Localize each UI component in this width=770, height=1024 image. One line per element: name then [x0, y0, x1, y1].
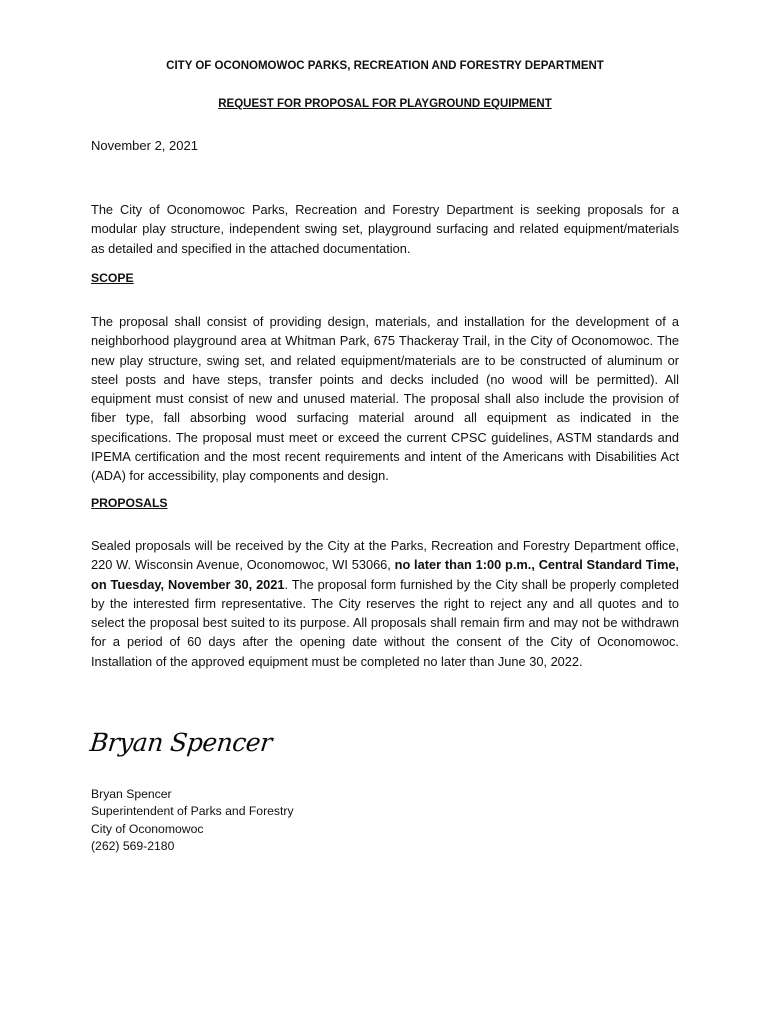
handwritten-signature: Bryan Spencer: [88, 728, 274, 757]
scope-heading: SCOPE: [91, 271, 134, 285]
signer-organization: City of Oconomowoc: [91, 821, 204, 836]
proposals-paragraph: [91, 536, 679, 671]
department-title: CITY OF OCONOMOWOC PARKS, RECREATION AND FORESTRY DEPARTMENT: [166, 60, 604, 72]
signer-name: Bryan Spencer: [91, 787, 172, 801]
proposals-text-after: . The proposal form furnished by the City shall be properly completed by the interested firm representative. The City reserves the right to reject any and all quotes and to select the proposal best suited to its purpose. All proposals shall remain firm and may not be withdrawn for a period of 60 days after the opening date without the consent of the City of Oconomowoc. Installation of the approved equipment must be completed no later than June 30, 2022.: [91, 576, 679, 669]
proposals-deadline: no later than 1:00 p.m., Central Standard Time, on Tuesday, November 30, 2021: [91, 557, 679, 592]
signature-block: [91, 786, 294, 855]
intro-paragraph: The City of Oconomowoc Parks, Recreation and Forestry Department is seeking proposals for a modular play structure, independent swing set, playground surfacing and related equipment/materials as detailed and specified in the attached documentation.: [91, 202, 679, 256]
scope-paragraph: The proposal shall consist of providing design, materials, and installation for the development of a neighborhood playground area at Whitman Park, 675 Thackeray Trail, in the City of Oconomowoc. The new play structure, swing set, and related equipment/materials are to be constructed of aluminum or steel posts and have steps, transfer points and decks included (no wood will be permitted). All equipment must consist of new and unused material. The proposal shall also include the provision of fiber type, fall absorbing wood surfacing material around all equipment as indicated in the specifications. The proposal must meet or exceed the current CPSC guidelines, ASTM standards and IPEMA certification and the most recent requirements and intent of the Americans with Disabilities Act (ADA) for accessibility, play components and design.: [91, 314, 679, 484]
rfp-title: REQUEST FOR PROPOSAL FOR PLAYGROUND EQUIPMENT: [218, 98, 552, 110]
signer-phone: (262) 569-2180: [91, 838, 175, 853]
proposals-heading: PROPOSALS: [91, 496, 168, 510]
proposals-text-before: Sealed proposals will be received by the City at the Parks, Recreation and Forestry Department office, 220 W. Wisconsin Avenue, Oconomowoc, WI 53066,: [91, 538, 679, 573]
signer-title: Superintendent of Parks and Forestry: [91, 804, 294, 819]
letter-date: November 2, 2021: [91, 138, 198, 153]
